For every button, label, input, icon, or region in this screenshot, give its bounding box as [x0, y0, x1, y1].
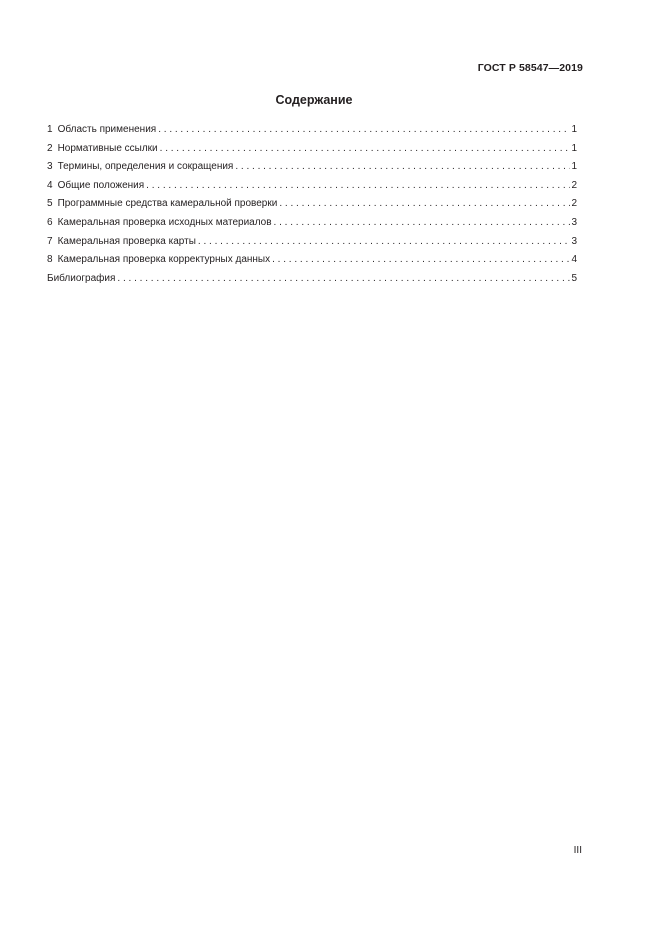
toc-entry-label: Область применения	[57, 124, 157, 135]
toc-entry-page: 2	[571, 179, 577, 191]
toc-entry-number: 8	[47, 254, 53, 266]
toc-leader-dots	[117, 273, 570, 285]
page-number: III	[573, 845, 582, 856]
toc-entry[interactable]	[47, 236, 577, 255]
toc-entry-page: 2	[571, 198, 577, 210]
toc-entry[interactable]	[47, 143, 577, 162]
toc-leader-dots	[272, 254, 570, 266]
toc-entry-number: 5	[47, 198, 53, 210]
toc-entry-page: 3	[571, 235, 577, 247]
toc-entry[interactable]	[47, 180, 577, 199]
toc-entry-label: Камеральная проверка исходных материалов	[57, 216, 272, 228]
toc-title: Содержание	[275, 93, 353, 107]
document-code: ГОСТ Р 58547—2019	[477, 62, 583, 74]
toc-entry-number: 6	[47, 216, 53, 228]
toc-leader-dots	[160, 143, 571, 155]
table-of-contents	[47, 124, 577, 291]
toc-leader-dots	[279, 198, 570, 210]
toc-entry-number: 2	[47, 142, 53, 154]
toc-entry-page: 1	[571, 124, 577, 135]
toc-entry-label: Нормативные ссылки	[57, 142, 158, 154]
toc-entry-label: Камеральная проверка корректурных данных	[57, 254, 271, 266]
toc-leader-dots	[235, 161, 570, 173]
toc-entry-page: 4	[571, 254, 577, 266]
toc-entry[interactable]	[47, 124, 577, 143]
toc-entry-label: Термины, определения и сокращения	[57, 161, 234, 173]
toc-entry-label: Программные средства камеральной проверки	[57, 198, 278, 210]
toc-entry-page: 1	[571, 161, 577, 173]
toc-entry-page: 3	[571, 216, 577, 228]
toc-entry-label: Общие положения	[57, 179, 145, 191]
toc-entry-page: 5	[571, 272, 577, 284]
toc-leader-dots	[146, 180, 570, 192]
toc-leader-dots	[198, 236, 571, 248]
toc-entry[interactable]	[47, 161, 577, 180]
toc-entry-number: 1	[47, 124, 53, 135]
toc-entry-label: Камеральная проверка карты	[57, 235, 196, 247]
toc-entry[interactable]	[47, 254, 577, 273]
toc-entry-number: 7	[47, 235, 53, 247]
toc-entry-page: 1	[571, 142, 577, 154]
toc-entry[interactable]	[47, 217, 577, 236]
toc-entry-number: 3	[47, 161, 53, 173]
toc-leader-dots	[158, 124, 570, 136]
toc-entry-label: Библиография	[47, 272, 116, 284]
toc-entry[interactable]	[47, 198, 577, 217]
toc-leader-dots	[274, 217, 571, 229]
toc-entry-bibliography[interactable]	[47, 273, 577, 292]
toc-entry-number: 4	[47, 179, 53, 191]
